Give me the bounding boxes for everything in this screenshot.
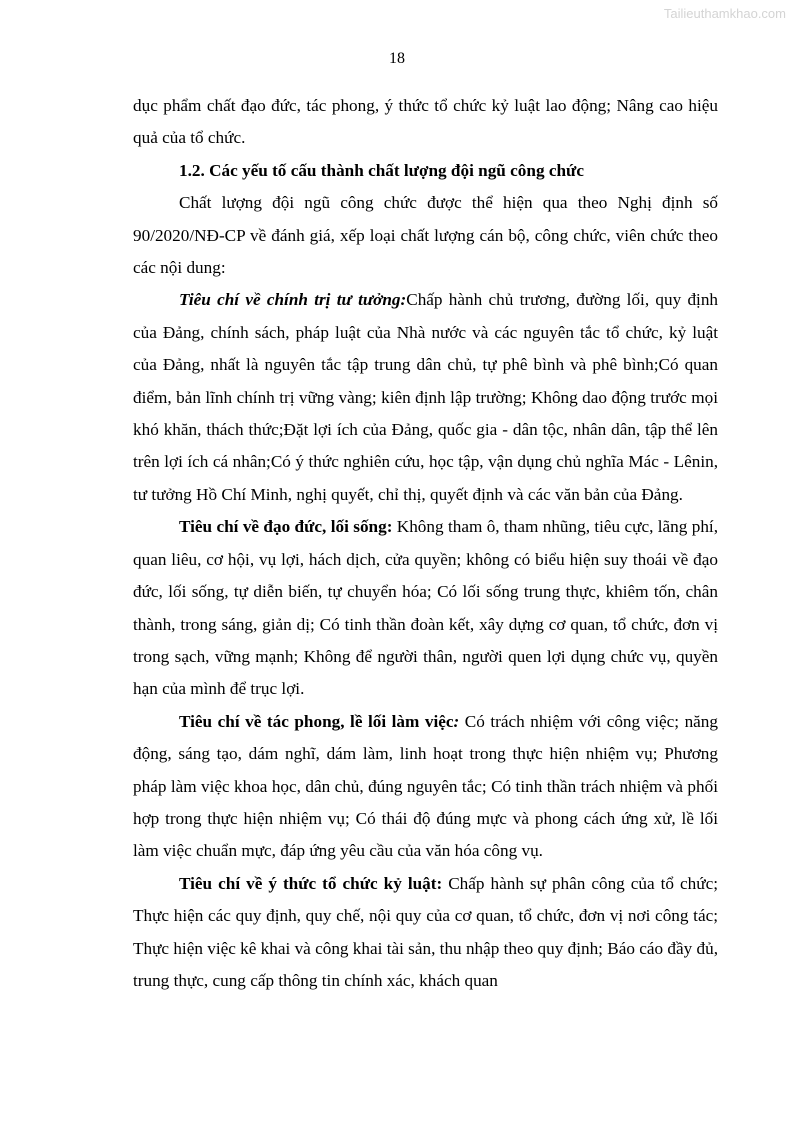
criteria-lead-discipline: Tiêu chí về ý thức tổ chức kỷ luật: [179,873,443,893]
document-body [133,90,718,997]
paragraph-ethics-criteria [133,511,718,705]
page-number: 18 [389,50,405,67]
criteria-lead-workstyle: Tiêu chí về tác phong, lề lối làm việc [179,711,454,731]
criteria-lead-ethics: Tiêu chí về đạo đức, lối sống: [179,517,393,537]
paragraph-discipline-criteria [133,868,718,998]
paragraph-intro: Chất lượng đội ngũ công chức được thể hiện qua theo Nghị định số 90/2020/NĐ-CP về đánh giá, xếp loại chất lượng cán bộ, công chức, viên chức theo các nội dung: [133,193,718,278]
criteria-lead-colon: : [453,711,460,731]
criteria-lead-political: Tiêu chí về chính trị tư tưởng: [179,290,407,310]
section-heading: 1.2. Các yếu tố cấu thành chất lượng đội ngũ công chức [179,160,584,180]
criteria-body-political: Chấp hành chủ trương, đường lối, quy định của Đảng, chính sách, pháp luật của Nhà nước và các nguyên tắc tổ chức, kỷ luật của Đảng, nhất là nguyên tắc tập trung dân chủ, tự phê bình và phê bình;Có quan điểm, bản lĩnh chính trị vững vàng; kiên định lập trường; Không dao động trước mọi khó khăn, thách thức;Đặt lợi ích của Đảng, quốc gia - dân tộc, nhân dân, tập thể lên trên lợi ích cá nhân;Có ý thức nghiên cứu, học tập, vận dụng chủ nghĩa Mác - Lênin, tư tưởng Hồ Chí Minh, nghị quyết, chỉ thị, quyết định và các văn bản của Đảng. [133,290,719,504]
watermark: Tailieuthamkhao.com [663,6,786,21]
criteria-body-discipline: Chấp hành sự phân công của tổ chức; Thực hiện các quy định, quy chế, nội quy của cơ quan, tổ chức, đơn vị nơi công tác; Thực hiện việc kê khai và công khai tài sản, thu nhập theo quy định; Báo cáo đầy đủ, trung thực, cung cấp thông tin chính xác, khách quan [133,873,718,990]
paragraph-workstyle-criteria [133,706,718,868]
paragraph-political-criteria [133,284,718,511]
criteria-body-workstyle: Có trách nhiệm với công việc; năng động, sáng tạo, dám nghĩ, dám làm, linh hoạt trong thực hiện nhiệm vụ; Phương pháp làm việc khoa học, dân chủ, đúng nguyên tắc; Có tinh thần trách nhiệm và phối hợp trong thực hiện nhiệm vụ; Có thái độ đúng mực và phong cách ứng xử, lề lối làm việc chuẩn mực, đáp ứng yêu cầu của văn hóa công vụ. [133,711,718,861]
paragraph-continuation: dục phẩm chất đạo đức, tác phong, ý thức tổ chức kỷ luật lao động; Nâng cao hiệu quả của tổ chức. [133,96,718,148]
criteria-body-ethics: Không tham ô, tham nhũng, tiêu cực, lãng phí, quan liêu, cơ hội, vụ lợi, hách dịch, cửa quyền; không có biểu hiện suy thoái về đạo đức, lối sống, tự diễn biến, tự chuyển hóa; Có lối sống trung thực, khiêm tốn, chân thành, trong sáng, giản dị; Có tinh thần đoàn kết, xây dựng cơ quan, tổ chức, đơn vị trong sạch, vững mạnh; Không để người thân, người quen lợi dụng chức vụ, quyền hạn của mình để trục lợi. [133,517,718,699]
